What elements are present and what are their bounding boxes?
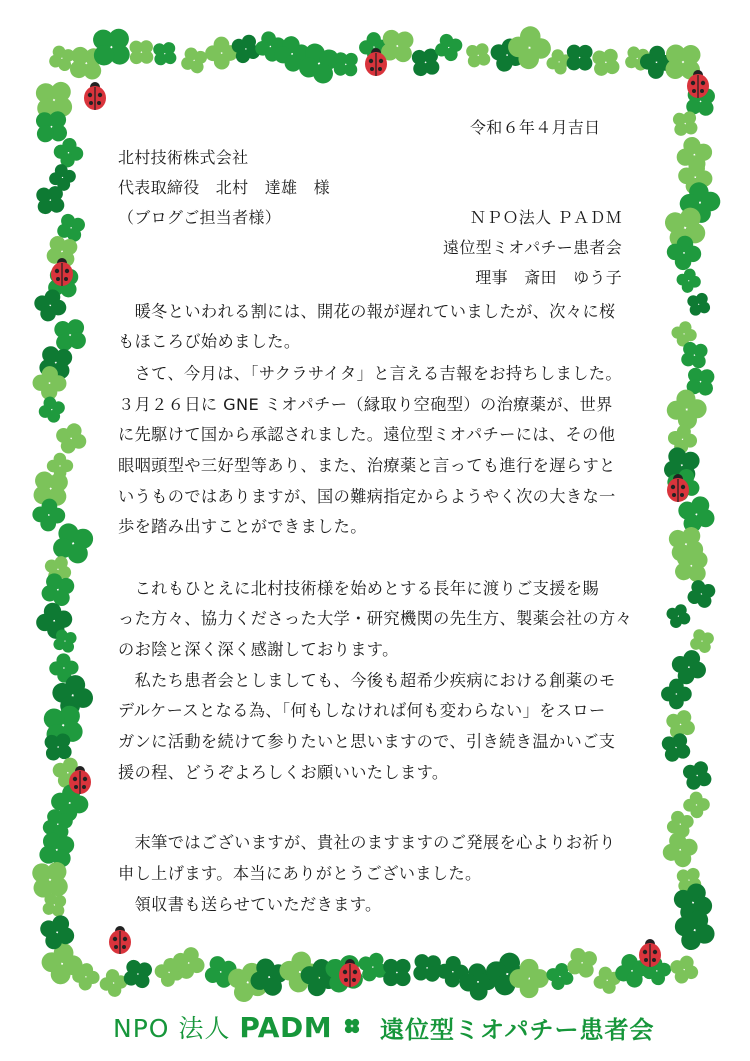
clover-icon [44, 733, 73, 762]
clover-icon [122, 958, 153, 989]
clover-icon [383, 959, 410, 986]
ladybug-icon [109, 926, 131, 954]
clover-icon [31, 861, 68, 898]
body-line: 領収書も送らせていただきます。 [118, 895, 382, 914]
body-line: 申し上げます。本当にありがとうございました。 [118, 864, 482, 883]
footer-org-name: PADM [239, 1011, 333, 1044]
clover-icon [660, 829, 701, 870]
body-line: のお陰と深く深く感謝しております。 [118, 640, 399, 659]
body-line: これもひとえに北村技術様を始めとする長年に渡りご支援を賜 [118, 579, 600, 598]
clover-icon [686, 578, 718, 610]
clover-icon [38, 913, 77, 952]
clover-icon [39, 571, 76, 608]
body-line: もほころび始めました。 [118, 332, 301, 351]
body-line: いうものではありますが、国の難病指定からようやく次の大きな一 [118, 487, 616, 506]
clover-icon [54, 421, 89, 456]
clover-icon [179, 46, 208, 75]
clover-icon [36, 394, 67, 425]
footer-group-name: 遠位型ミオパチー患者会 [380, 1016, 655, 1044]
body-line: さて、今月は、「サクラサイタ」と言える吉報をお持ちしました。 [118, 364, 623, 383]
body-line: 末筆ではございますが、貴社のますますのご発展を心よりお祈り [118, 833, 616, 852]
body-line: ガンに活動を続けて参りたいと思いますので、引き続き温かいご支 [118, 732, 616, 751]
clover-icon [674, 266, 703, 295]
clover-icon [202, 33, 241, 72]
clover-icon [93, 28, 131, 66]
clover-icon [97, 966, 130, 999]
clover-icon [35, 111, 67, 143]
clover-icon [672, 907, 718, 953]
clover-icon [591, 48, 620, 77]
letter-date: 令和６年４月吉日 [470, 118, 601, 137]
body-line: 私たち患者会としましても、今後も超希少疾病における創薬のモ [118, 671, 616, 690]
sender-organization: ＮＰＯ法人 ＰＡＤＭ [469, 208, 622, 227]
clover-icon [566, 44, 592, 70]
footer-org-prefix: NPO 法人 [113, 1014, 231, 1043]
clover-icon [433, 32, 465, 64]
clover-icon [660, 732, 692, 764]
body-line: に先駆けて国から承認されました。遠位型ミオパチーには、その他 [118, 425, 616, 444]
clover-icon [53, 318, 87, 352]
clover-icon [680, 341, 709, 370]
recipient-representative: 代表取締役 北村 達雄 様 [118, 178, 330, 197]
clover-icon [465, 42, 491, 68]
clover-icon [668, 953, 700, 985]
clover-icon [413, 953, 442, 982]
sender-name: 理事 斎田 ゆう子 [475, 268, 622, 287]
body-line: 援の程、どうぞよろしくお願いいたします。 [118, 763, 449, 782]
clover-icon [686, 292, 711, 317]
clover-icon [674, 548, 709, 583]
clover-icon [333, 52, 358, 77]
clover-icon [343, 1017, 361, 1035]
ladybug-icon [84, 82, 106, 110]
recipient-company: 北村技術株式会社 [118, 148, 249, 167]
clover-icon [681, 759, 713, 791]
recipient-attention: （ブログご担当者様） [118, 208, 282, 227]
ladybug-icon [639, 939, 661, 967]
footer-organization [113, 1012, 361, 1045]
body-line: 歩を踏み出すことができました。 [118, 517, 367, 536]
body-line: ３月２６日に GNE ミオパチー（縁取り空砲型）の治療薬が、世界 [118, 395, 613, 414]
sender-group: 遠位型ミオパチー患者会 [443, 238, 622, 257]
clover-icon [152, 41, 177, 66]
clover-icon [129, 40, 153, 64]
clover-icon [665, 602, 692, 629]
clover-icon [672, 110, 698, 136]
body-line: 眼咽頭型や三好型等あり、また、治療薬と言っても進行を遅らすと [118, 456, 616, 475]
body-line: 暖冬といわれる割には、開花の報が遅れていましたが、次々に桜 [118, 302, 616, 321]
body-line: デルケースとなる為、「何もしなければ何も変わらない」をスロー [118, 701, 606, 720]
body-line: った方々、協力くださった大学・研究機関の先生方、製薬会社の方々 [118, 609, 633, 628]
